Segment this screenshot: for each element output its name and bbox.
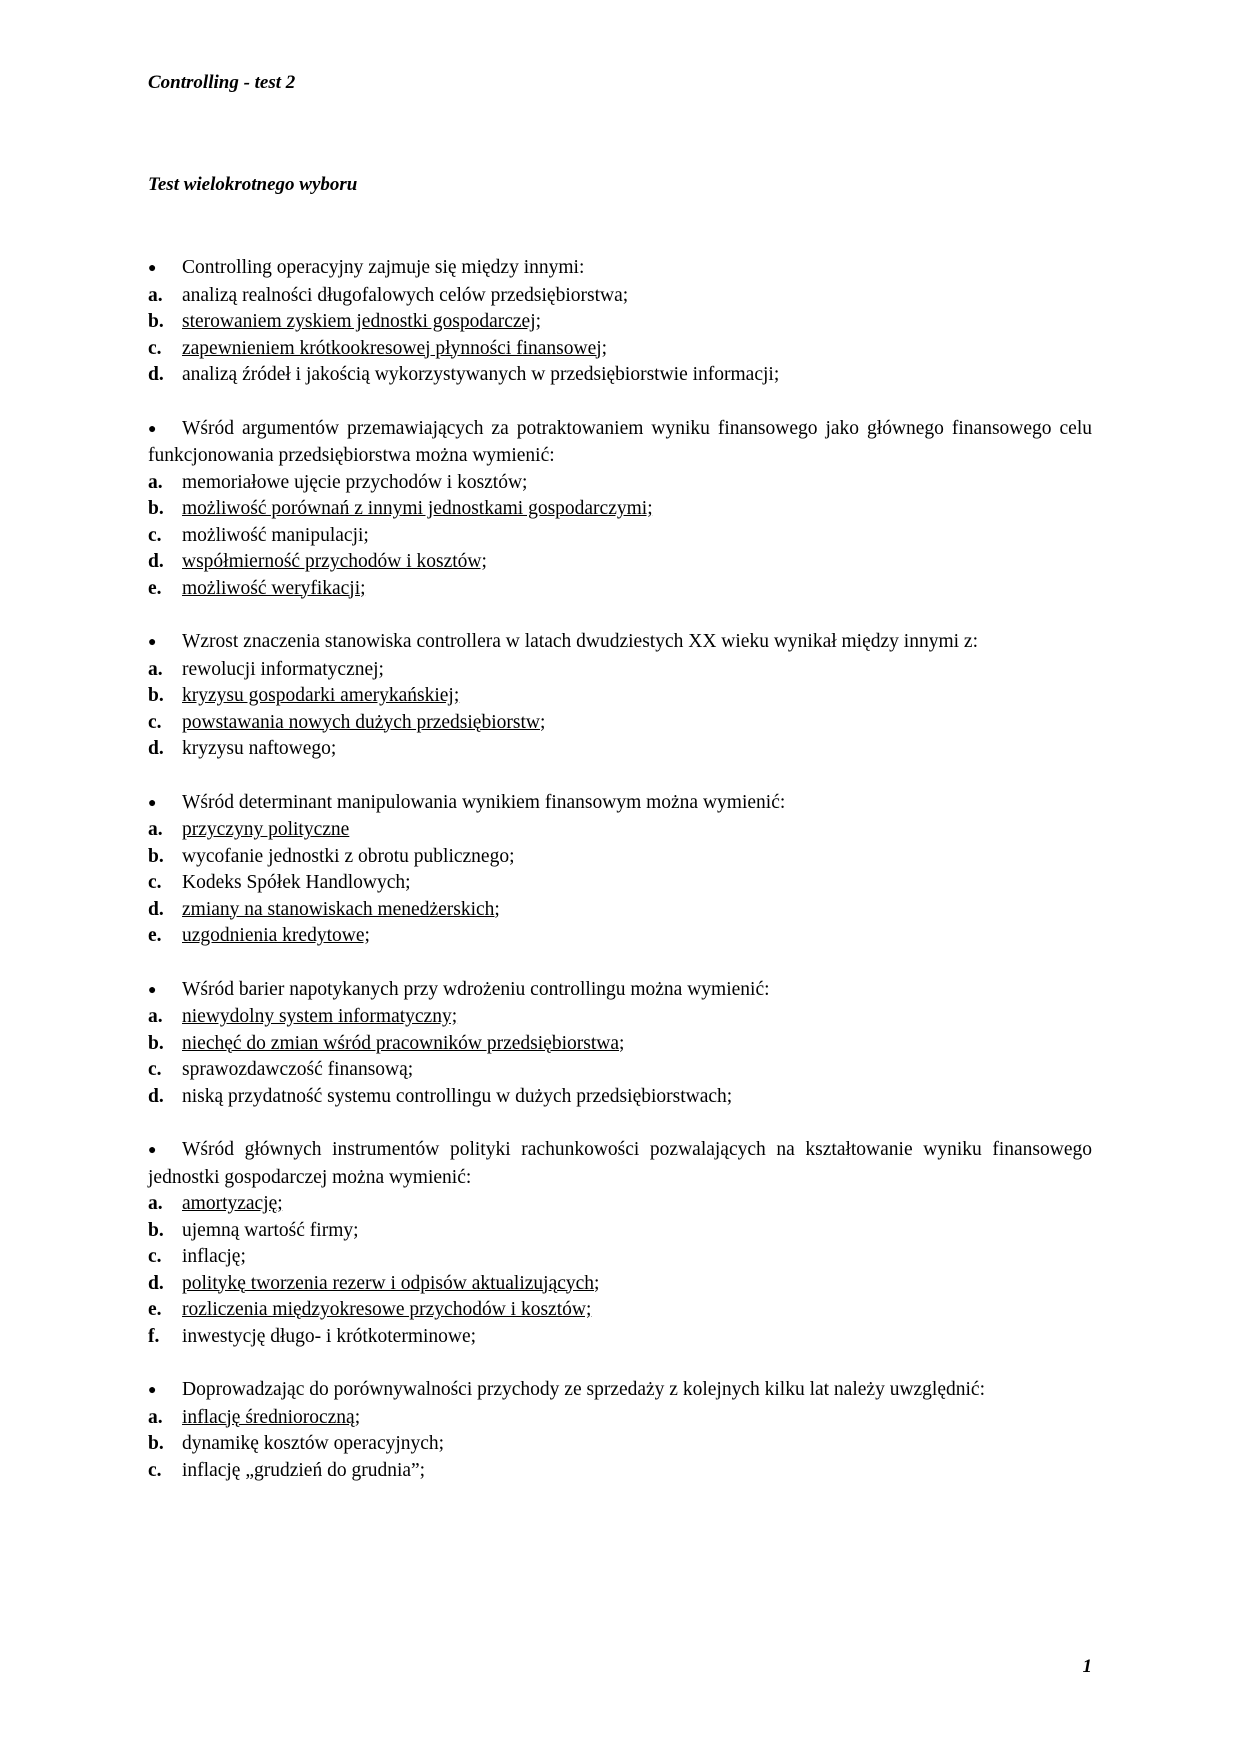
answer-text: analizą źródeł i jakością wykorzystywanych w przedsiębiorstwie informacji; bbox=[182, 364, 780, 385]
question-text bbox=[148, 629, 1092, 657]
answer-option bbox=[148, 283, 1092, 310]
question-block bbox=[148, 790, 1092, 950]
answer-option bbox=[148, 470, 1092, 497]
answer-letter: b. bbox=[148, 1433, 164, 1454]
answer-option bbox=[148, 683, 1092, 710]
answer-letter: d. bbox=[148, 551, 164, 572]
question-text bbox=[148, 1377, 1092, 1405]
answer-letter: b. bbox=[148, 845, 164, 867]
answer-letter: b. bbox=[148, 311, 164, 332]
bullet-icon: ● bbox=[148, 635, 157, 650]
answer-letter: d. bbox=[148, 1085, 164, 1107]
answer-option bbox=[148, 496, 1092, 523]
answer-text: memoriałowe ujęcie przychodów i kosztów; bbox=[182, 471, 528, 493]
answer-option bbox=[148, 309, 1092, 336]
answer-letter: f. bbox=[148, 1325, 160, 1347]
question-label: Doprowadzając do porównywalności przychody ze sprzedaży z kolejnych kilku lat należy uwzględnić: bbox=[182, 1379, 985, 1400]
question-block bbox=[148, 255, 1092, 389]
answer-option bbox=[148, 523, 1092, 550]
question-text bbox=[148, 977, 1092, 1005]
answer-letter: e. bbox=[148, 1299, 162, 1320]
answer-text: inwestycję długo- i krótkoterminowe; bbox=[182, 1325, 477, 1347]
bullet-icon: ● bbox=[148, 795, 157, 811]
section-title: Test wielokrotnego wyboru bbox=[148, 174, 358, 195]
answer-letter: a. bbox=[148, 819, 163, 840]
answer-option bbox=[148, 1004, 1092, 1031]
answer-letter: c. bbox=[148, 872, 162, 893]
answer-text-underlined: inflację średnioroczną; bbox=[182, 1406, 361, 1428]
answer-option bbox=[148, 736, 1092, 763]
answer-option bbox=[148, 1218, 1092, 1245]
answer-letter: e. bbox=[148, 577, 162, 599]
answer-text: inflację „grudzień do grudnia”; bbox=[182, 1459, 426, 1481]
answer-text-underlined: politykę tworzenia rezerw i odpisów aktualizujących; bbox=[182, 1272, 600, 1294]
answer-text: możliwość manipulacji; bbox=[182, 524, 369, 546]
question-block bbox=[148, 977, 1092, 1111]
answer-option bbox=[148, 1244, 1092, 1271]
answer-letter: c. bbox=[148, 1459, 162, 1481]
question-label: Wśród argumentów przemawiających za potraktowaniem wyniku finansowego jako głównego finansowego celu funkcjonowania przedsiębiorstwa można wymienić: bbox=[148, 417, 1092, 466]
answer-option bbox=[148, 1031, 1092, 1058]
answer-option bbox=[148, 1057, 1092, 1084]
answer-option bbox=[148, 710, 1092, 737]
answer-text: rewolucji informatycznej; bbox=[182, 658, 384, 680]
answer-text-underlined: możliwość porównań z innymi jednostkami gospodarczymi; bbox=[182, 498, 653, 519]
question-block bbox=[148, 416, 1092, 603]
answer-option bbox=[148, 1191, 1092, 1218]
answer-letter: d. bbox=[148, 1272, 164, 1294]
answer-text-underlined: zapewnieniem krótkookresowej płynności finansowej; bbox=[182, 337, 608, 359]
answer-text-underlined: uzgodnienia kredytowe; bbox=[182, 925, 370, 946]
answer-text-underlined: współmierność przychodów i kosztów; bbox=[182, 551, 487, 572]
answer-option bbox=[148, 817, 1092, 844]
question-text bbox=[148, 1137, 1092, 1191]
answer-text: sprawozdawczość finansową; bbox=[182, 1059, 414, 1080]
answer-text: kryzysu naftowego; bbox=[182, 738, 337, 759]
answer-option bbox=[148, 362, 1092, 389]
bullet-icon: ● bbox=[148, 1383, 157, 1398]
answer-letter: a. bbox=[148, 471, 163, 493]
question-block bbox=[148, 1137, 1092, 1350]
question-label: Wśród determinant manipulowania wynikiem finansowym można wymienić: bbox=[182, 791, 786, 813]
answer-letter: d. bbox=[148, 738, 164, 759]
answer-text-underlined: powstawania nowych dużych przedsiębiorstw; bbox=[182, 711, 546, 733]
answer-option bbox=[148, 1431, 1092, 1458]
answer-option bbox=[148, 1271, 1092, 1298]
answer-text: Kodeks Spółek Handlowych; bbox=[182, 872, 411, 893]
answer-text-underlined: rozliczenia międzyokresowe przychodów i kosztów; bbox=[182, 1299, 592, 1320]
question-label: Wśród barier napotykanych przy wdrożeniu controllingu można wymienić: bbox=[182, 978, 770, 1000]
answer-text: inflację; bbox=[182, 1246, 246, 1267]
question-text bbox=[148, 790, 1092, 818]
bullet-icon: ● bbox=[148, 1143, 157, 1158]
answer-option bbox=[148, 657, 1092, 684]
answer-option bbox=[148, 870, 1092, 897]
answer-text-underlined: niechęć do zmian wśród pracowników przedsiębiorstwa; bbox=[182, 1032, 625, 1054]
answer-text-underlined: kryzysu gospodarki amerykańskiej; bbox=[182, 685, 460, 706]
page-number: 1 bbox=[1082, 1656, 1092, 1677]
question-label: Controlling operacyjny zajmuje się między innymi: bbox=[182, 257, 585, 278]
answer-letter: a. bbox=[148, 284, 163, 306]
answer-text-underlined: możliwość weryfikacji; bbox=[182, 577, 366, 599]
question-text bbox=[148, 255, 1092, 283]
answer-letter: c. bbox=[148, 1059, 162, 1080]
answer-option bbox=[148, 1084, 1092, 1111]
answer-option bbox=[148, 549, 1092, 576]
answer-text: ujemną wartość firmy; bbox=[182, 1219, 359, 1241]
answer-letter: c. bbox=[148, 711, 162, 733]
answer-option bbox=[148, 1458, 1092, 1485]
answer-option bbox=[148, 1297, 1092, 1324]
answer-option bbox=[148, 336, 1092, 363]
answer-text-underlined: przyczyny polityczne bbox=[182, 819, 350, 840]
answer-text: dynamikę kosztów operacyjnych; bbox=[182, 1433, 445, 1454]
answer-text-underlined: amortyzację; bbox=[182, 1193, 283, 1214]
answer-option bbox=[148, 576, 1092, 603]
answer-option bbox=[148, 1405, 1092, 1432]
answer-option bbox=[148, 923, 1092, 950]
question-text bbox=[148, 416, 1092, 470]
answer-option bbox=[148, 844, 1092, 871]
answer-text-underlined: niewydolny system informatyczny; bbox=[182, 1006, 458, 1027]
question-label: Wzrost znaczenia stanowiska controllera w latach dwudziestych XX wieku wynikał między innymi z: bbox=[182, 631, 978, 652]
question-label: Wśród głównych instrumentów polityki rachunkowości pozwalających na kształtowanie wyniku finansowego jednostki gospodarczej można wymienić: bbox=[148, 1139, 1092, 1188]
answer-option bbox=[148, 897, 1092, 924]
answer-letter: a. bbox=[148, 1406, 163, 1428]
question-block bbox=[148, 1377, 1092, 1484]
answer-letter: a. bbox=[148, 1193, 163, 1214]
answer-text: analizą realności długofalowych celów przedsiębiorstwa; bbox=[182, 284, 629, 306]
answer-text: wycofanie jednostki z obrotu publicznego; bbox=[182, 845, 515, 867]
answer-letter: b. bbox=[148, 1032, 164, 1054]
answer-text-underlined: sterowaniem zyskiem jednostki gospodarczej; bbox=[182, 311, 542, 332]
answer-letter: c. bbox=[148, 524, 162, 546]
answer-text: niską przydatność systemu controllingu w dużych przedsiębiorstwach; bbox=[182, 1085, 733, 1107]
answer-letter: a. bbox=[148, 1006, 163, 1027]
answer-letter: b. bbox=[148, 498, 164, 519]
answer-letter: b. bbox=[148, 1219, 164, 1241]
answer-text-underlined: zmiany na stanowiskach menedżerskich; bbox=[182, 898, 500, 920]
answer-letter: e. bbox=[148, 925, 162, 946]
question-list bbox=[148, 255, 1092, 1511]
bullet-icon: ● bbox=[148, 261, 157, 276]
answer-letter: a. bbox=[148, 658, 163, 680]
answer-letter: c. bbox=[148, 1246, 162, 1267]
answer-letter: d. bbox=[148, 898, 164, 920]
document-header: Controlling - test 2 bbox=[148, 72, 296, 93]
answer-letter: c. bbox=[148, 337, 162, 359]
bullet-icon: ● bbox=[148, 421, 157, 437]
question-block bbox=[148, 629, 1092, 763]
bullet-icon: ● bbox=[148, 982, 157, 998]
answer-option bbox=[148, 1324, 1092, 1351]
answer-letter: b. bbox=[148, 685, 164, 706]
answer-letter: d. bbox=[148, 364, 164, 385]
